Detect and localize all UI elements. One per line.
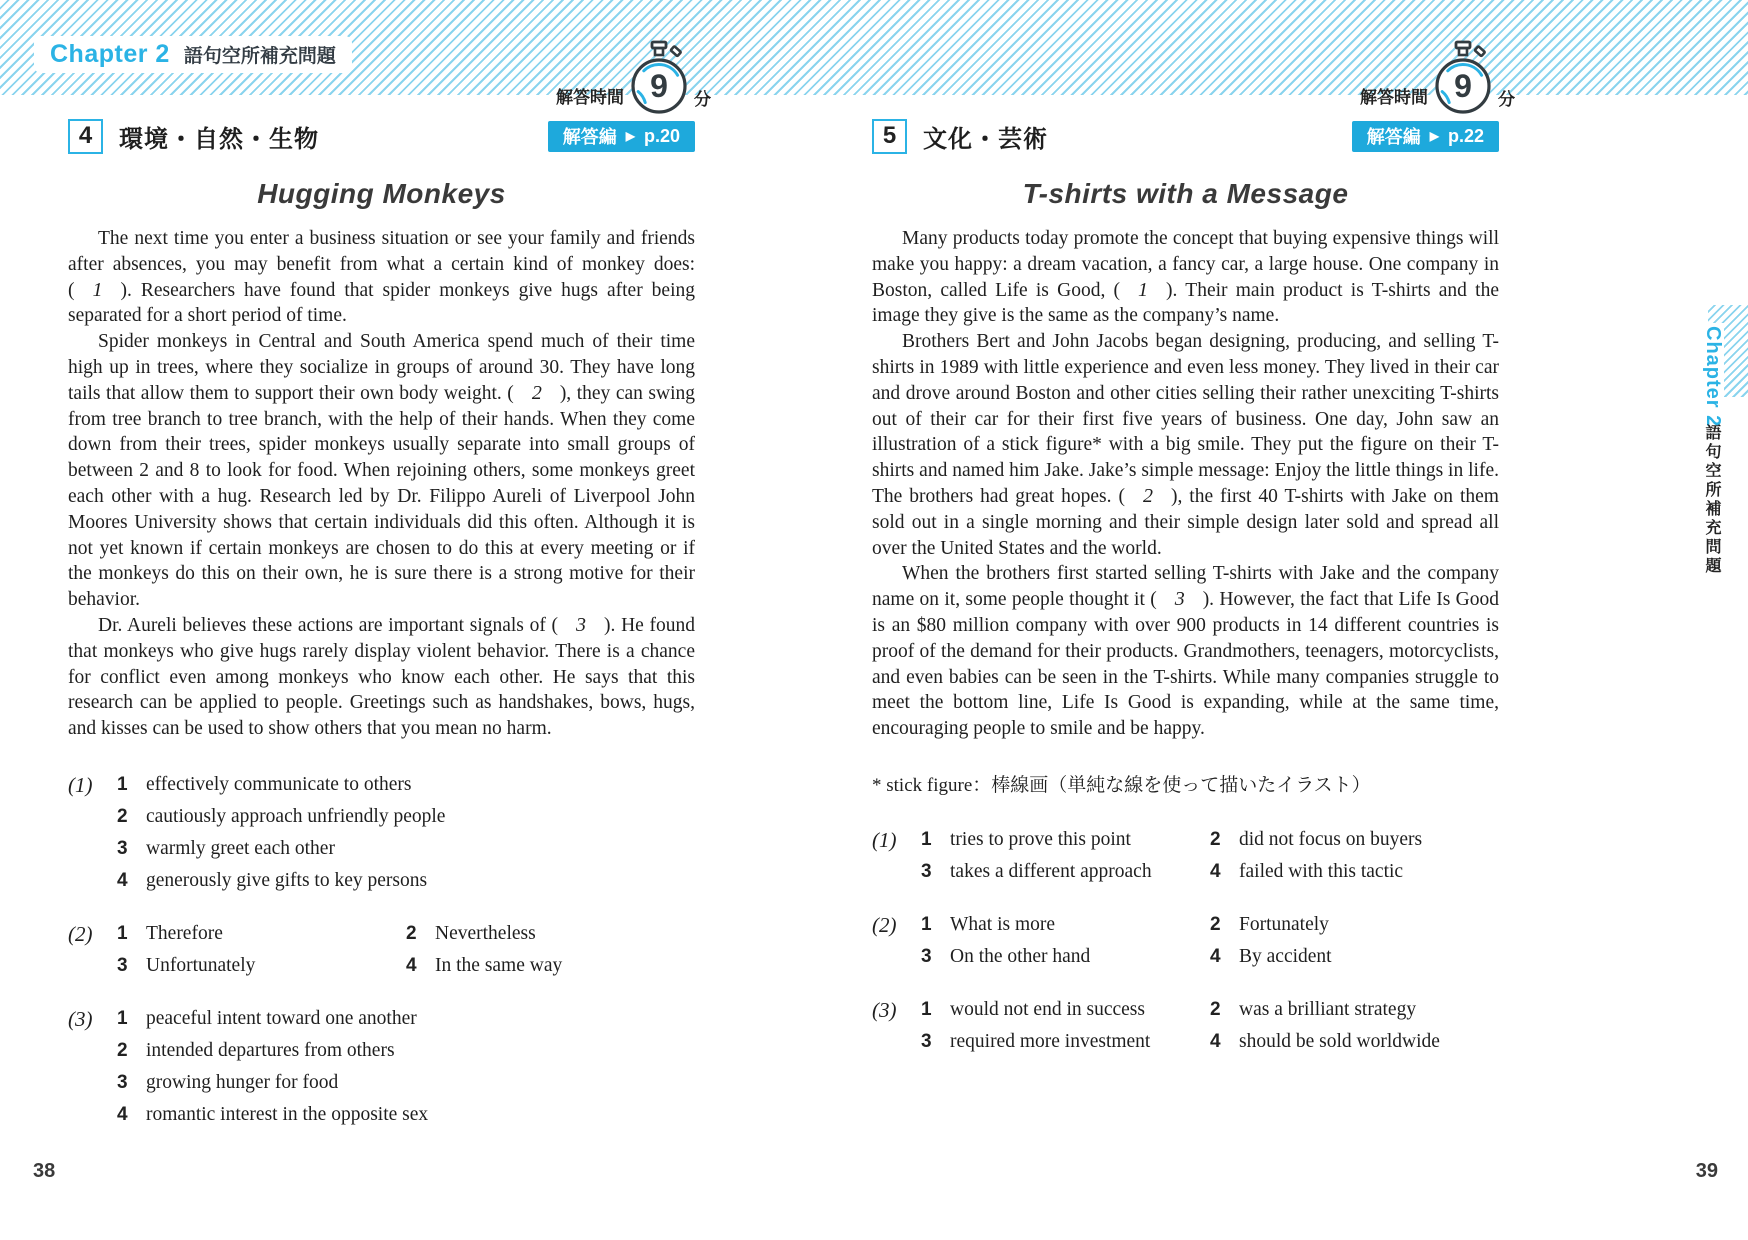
answer-button-page: p.20: [643, 125, 680, 146]
answer-option: [1210, 912, 1499, 938]
option-number: 4: [117, 1103, 128, 1125]
option-text: would not end in success: [950, 998, 1145, 1020]
option-text: tries to prove this point: [950, 828, 1131, 850]
question: [68, 1006, 695, 1128]
answer-option: [406, 953, 695, 979]
answer-option: [921, 859, 1210, 885]
option-text: What is more: [950, 913, 1056, 935]
page-number-right: 39: [1695, 1160, 1718, 1182]
answer-option: [117, 1038, 695, 1064]
answer-option: [1210, 1029, 1499, 1055]
question-options: [117, 1006, 695, 1128]
option-number: 2: [1210, 998, 1221, 1020]
option-number: 3: [921, 1030, 932, 1052]
blank-number: 3: [576, 613, 587, 636]
option-text: warmly greet each other: [146, 837, 335, 859]
answer-option: [1210, 827, 1499, 853]
option-number: 1: [921, 998, 932, 1020]
option-number: 3: [117, 837, 128, 859]
play-arrow-icon: ▶: [625, 129, 635, 143]
answer-option: [117, 953, 406, 979]
answer-link-button[interactable]: [548, 121, 695, 152]
option-number: 1: [921, 828, 932, 850]
option-number: 1: [117, 922, 128, 944]
option-number: 2: [117, 1039, 128, 1061]
passage-paragraph: When the brothers first started selling T-shirts with Jake and the company name on it, some people thought it ( 3 ). However, the fact that Life Is Good is an $80 million company with over 900 products in 14 different countries is proof of the demand for their products. Grandmothers, teenagers, motorcyclists, and even babies can be seen in the T-shirts. While many companies struggle to meet the bottom line, Life Is Good is expanding, while at the same time, encouraging people to smile and be happy.: [872, 563, 1499, 740]
passage-paragraph: The next time you enter a business situation or see your family and friends after absences, you may benefit from what a certain kind of monkey does: ( 1 ). Researchers have found that spider monkeys give hugs after being separated for a short period of time.: [68, 228, 695, 327]
option-number: 3: [117, 954, 128, 976]
option-number: 4: [1210, 945, 1221, 967]
answer-option: [921, 912, 1210, 938]
question-options: [921, 912, 1499, 970]
question-marker: (2): [68, 921, 93, 946]
option-number: 1: [117, 773, 128, 795]
option-text: cautiously approach unfriendly people: [146, 805, 446, 827]
option-text: growing hunger for food: [146, 1071, 339, 1093]
blank-number: 1: [1138, 278, 1149, 301]
option-number: 3: [117, 1071, 128, 1093]
passage-title: T-shirts with a Message: [1022, 178, 1349, 209]
option-text: Therefore: [146, 922, 223, 944]
questions: [68, 772, 695, 1128]
question: [872, 827, 1499, 885]
answer-option: [117, 1006, 695, 1032]
answer-button-label: 解答編: [562, 127, 617, 147]
passage-paragraph: Spider monkeys in Central and South America spend much of their time high up in trees, where they socialize in groups of around 30. They have long tails that allow them to support their own body weight. ( 2 ), they can swing from tree branch to tree branch, with the help of their hands. When they come down from their trees, spider monkeys usually separate into small groups of between 2 and 8 to look for food. When rejoining others, some monkeys greet each other with a hug. Research led by Dr. Filippo Aureli of Liverpool John Moores University shows that certain individuals did this often. Although it is not yet known if certain monkeys are chosen to do this at every meeting or if the monkeys do this on their own, he is sure there is a strong motive for their behavior.: [68, 331, 696, 611]
side-tab-chapter-label: Chapter 2: [1701, 323, 1724, 430]
blank-number: 2: [1142, 484, 1153, 507]
answer-option: [117, 1102, 695, 1128]
question-marker: (1): [68, 772, 93, 797]
stopwatch-icon: [629, 40, 689, 116]
answer-option: [1210, 944, 1499, 970]
answer-option: [406, 921, 695, 947]
answer-option: [117, 836, 695, 862]
passage-body: [872, 226, 1499, 742]
passage-paragraph: Dr. Aureli believes these actions are important signals of ( 3 ). He found that monkeys who give hugs rarely display violent behavior. There is a chance for conflict even among monkeys who know each other. He says that this research can be applied to people. Greetings such as handshakes, bows, hugs, and kisses can be used to show others that you mean no harm.: [68, 613, 695, 740]
chapter-subtitle: 語句空所補充問題: [183, 46, 336, 67]
passage-paragraph: Many products today promote the concept that buying expensive things will make you happy: a dream vacation, a fancy car, a large house. One company in Boston, called Life is Good, ( 1 ). Their main product is T-shirts and the image they give is the same as the company’s name.: [872, 228, 1499, 327]
answer-option: [1210, 859, 1499, 885]
option-text: effectively communicate to others: [146, 773, 412, 795]
answer-button-page: p.22: [1447, 125, 1484, 146]
option-number: 4: [406, 954, 417, 976]
section-number-box: 5: [872, 119, 907, 154]
option-number: 2: [117, 805, 128, 827]
question: [68, 772, 695, 894]
option-number: 2: [1210, 828, 1221, 850]
question-options: [921, 997, 1499, 1055]
option-text: Nevertheless: [435, 922, 536, 944]
option-number: 4: [1210, 860, 1221, 882]
questions: [872, 827, 1499, 1055]
answer-time-unit: 分: [1498, 90, 1515, 109]
page-right: [872, 118, 1499, 1082]
option-number: 4: [117, 869, 128, 891]
option-text: romantic interest in the opposite sex: [146, 1103, 429, 1125]
option-text: On the other hand: [950, 945, 1091, 967]
option-text: did not focus on buyers: [1239, 828, 1423, 850]
question: [68, 921, 695, 979]
option-text: takes a different approach: [950, 860, 1152, 882]
option-number: 3: [921, 945, 932, 967]
answer-option: [1210, 997, 1499, 1023]
option-number: 1: [117, 1007, 128, 1029]
question: [872, 997, 1499, 1055]
answer-option: [117, 772, 695, 798]
answer-option: [921, 827, 1210, 853]
answer-time-label: 解答時間: [556, 88, 624, 107]
section-header: [68, 118, 695, 154]
footnote: * stick figure：棒線画（単純な線を使って描いたイラスト）: [872, 774, 1371, 796]
option-text: Fortunately: [1239, 913, 1329, 935]
option-number: 4: [1210, 1030, 1221, 1052]
answer-option: [921, 997, 1210, 1023]
page-number-left: 38: [33, 1160, 56, 1182]
section-title: 環境・自然・生物: [119, 125, 319, 153]
answer-time-right: [1360, 40, 1515, 116]
passage-paragraph: Brothers Bert and John Jacobs began designing, producing, and selling T-shirts in 1989 with little experience and even less money. They lived in their car and drove around Boston and other cities selling their rather unexciting T-shirts out of their car for their first five years of business. One day, John saw an illustration of a stick figure* with a big smile. They put the figure on their T-shirts and named him Jake. Jake’s simple message: Enjoy the little things in life. The brothers had great hopes. ( 2 ), the first 40 T-shirts with Jake on them sold out in a single morning and their simple design later sold and spread all over the United States and the world.: [872, 331, 1499, 559]
answer-option: [117, 868, 695, 894]
chapter-label: Chapter 2: [50, 40, 170, 68]
answer-option: [117, 921, 406, 947]
question-options: [117, 921, 695, 979]
question-options: [117, 772, 695, 894]
option-text: required more investment: [950, 1030, 1151, 1052]
answer-time-label: 解答時間: [1360, 88, 1428, 107]
passage-title: Hugging Monkeys: [257, 178, 506, 209]
answer-time-left: [556, 40, 711, 116]
side-tab-subtitle: 語句空所補充問題: [1703, 424, 1720, 576]
option-number: 1: [921, 913, 932, 935]
stopwatch-icon: [1433, 40, 1493, 116]
option-number: 2: [406, 922, 417, 944]
section-title: 文化・芸術: [923, 125, 1048, 153]
passage-body: [68, 226, 695, 742]
answer-option: [921, 1029, 1210, 1055]
question-marker: (2): [872, 912, 897, 937]
option-text: Unfortunately: [146, 954, 256, 976]
question: [872, 912, 1499, 970]
chapter-badge: [34, 36, 352, 73]
answer-option: [117, 1070, 695, 1096]
option-number: 3: [921, 860, 932, 882]
option-text: By accident: [1239, 945, 1332, 967]
answer-option: [921, 944, 1210, 970]
section-header: [872, 118, 1499, 154]
timer-minutes: 9: [650, 68, 668, 104]
option-text: generously give gifts to key persons: [146, 869, 428, 891]
answer-button-label: 解答編: [1366, 127, 1421, 147]
option-text: In the same way: [435, 954, 563, 976]
section-number-box: 4: [68, 119, 103, 154]
question-marker: (3): [872, 997, 897, 1022]
answer-option: [117, 804, 695, 830]
timer-minutes: 9: [1454, 68, 1472, 104]
option-number: 2: [1210, 913, 1221, 935]
play-arrow-icon: ▶: [1429, 129, 1439, 143]
option-text: peaceful intent toward one another: [146, 1007, 417, 1029]
question-options: [921, 827, 1499, 885]
option-text: should be sold worldwide: [1239, 1030, 1440, 1052]
blank-number: 1: [92, 278, 103, 301]
option-text: was a brilliant strategy: [1239, 998, 1417, 1020]
option-text: failed with this tactic: [1239, 860, 1404, 882]
page-left: [68, 118, 695, 1155]
blank-number: 3: [1174, 588, 1185, 611]
blank-number: 2: [531, 381, 542, 404]
question-marker: (1): [872, 827, 897, 852]
answer-link-button[interactable]: [1352, 121, 1499, 152]
option-text: intended departures from others: [146, 1039, 395, 1061]
answer-time-unit: 分: [694, 90, 711, 109]
question-marker: (3): [68, 1006, 93, 1031]
